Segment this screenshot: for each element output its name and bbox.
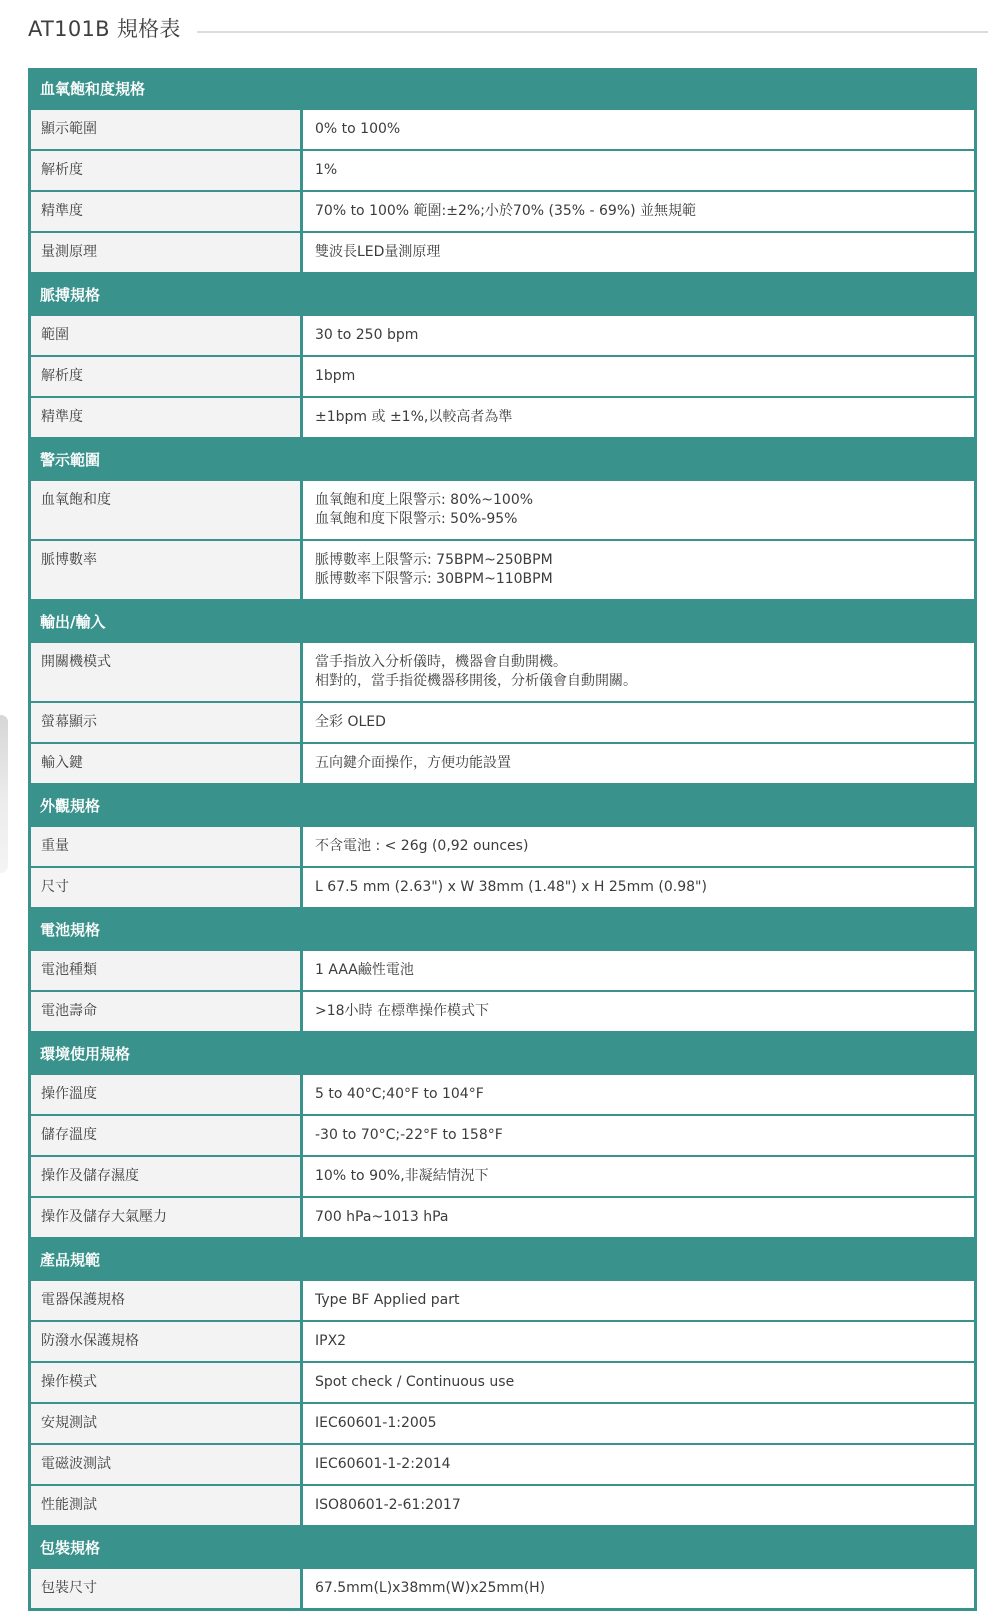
value-line: IEC60601-1:2005 xyxy=(315,1415,437,1431)
value-line: 脈博數率下限警示: 30BPM~110BPM xyxy=(315,571,553,587)
spec-label-cell: 精準度 xyxy=(31,398,303,437)
spec-label-cell: 螢幕顯示 xyxy=(31,703,303,742)
spec-row xyxy=(31,951,974,992)
spec-row xyxy=(31,1116,974,1157)
spec-value-cell xyxy=(303,110,974,149)
spec-row xyxy=(31,481,974,541)
spec-value-cell xyxy=(303,541,974,599)
section-header: 產品規範 xyxy=(30,1239,975,1281)
spec-label-cell: 範圍 xyxy=(31,316,303,355)
spec-label-cell: 脈博數率 xyxy=(31,541,303,599)
value-line: Spot check / Continuous use xyxy=(315,1374,515,1390)
spec-row xyxy=(31,398,974,439)
value-line: 血氧飽和度下限警示: 50%-95% xyxy=(315,511,518,527)
spec-label-cell: 操作溫度 xyxy=(31,1075,303,1114)
spec-value-cell xyxy=(303,1157,974,1196)
spec-label-cell: 電器保護規格 xyxy=(31,1281,303,1320)
value-line: >18小時 在標準操作模式下 xyxy=(315,1003,489,1019)
spec-value-cell xyxy=(303,1075,974,1114)
spec-value-cell xyxy=(303,1281,974,1320)
spec-row xyxy=(31,192,974,233)
value-line: 脈博數率上限警示: 75BPM~250BPM xyxy=(315,552,553,568)
value-line: 不含電池 : < 26g (0,92 ounces) xyxy=(315,838,529,854)
value-line: 當手指放入分析儀時，機器會自動開機。 xyxy=(315,654,567,670)
section-header: 警示範圍 xyxy=(30,439,975,481)
spec-label-cell: 輸入鍵 xyxy=(31,744,303,783)
value-line: 5 to 40°C;40°F to 104°F xyxy=(315,1086,484,1102)
value-line: 0% to 100% xyxy=(315,121,401,137)
spec-row xyxy=(31,1322,974,1363)
spec-row xyxy=(31,1363,974,1404)
spec-value-cell xyxy=(303,1486,974,1525)
value-line: IPX2 xyxy=(315,1333,347,1349)
spec-row xyxy=(31,1404,974,1445)
spec-row xyxy=(31,1445,974,1486)
section-header: 環境使用規格 xyxy=(30,1033,975,1075)
value-line: 雙波長LED量測原理 xyxy=(315,244,441,260)
spec-row xyxy=(31,827,974,868)
spec-value-cell xyxy=(303,744,974,783)
spec-value-cell xyxy=(303,481,974,539)
spec-label-cell: 血氧飽和度 xyxy=(31,481,303,539)
section-header: 輸出/輸入 xyxy=(30,601,975,643)
spec-value-cell xyxy=(303,951,974,990)
value-line: 10% to 90%,非凝結情況下 xyxy=(315,1168,489,1184)
spec-value-cell xyxy=(303,1569,974,1608)
section-header: 脈搏規格 xyxy=(30,274,975,316)
spec-label-cell: 解析度 xyxy=(31,357,303,396)
spec-row xyxy=(31,357,974,398)
spec-row xyxy=(31,703,974,744)
spec-label-cell: 操作及儲存大氣壓力 xyxy=(31,1198,303,1237)
spec-table xyxy=(28,68,977,1611)
value-line: L 67.5 mm (2.63") x W 38mm (1.48") x H 25mm (0.98") xyxy=(315,879,707,895)
spec-value-cell xyxy=(303,992,974,1031)
spec-label-cell: 尺寸 xyxy=(31,868,303,907)
spec-row xyxy=(31,992,974,1033)
spec-row xyxy=(31,110,974,151)
value-line: -30 to 70°C;-22°F to 158°F xyxy=(315,1127,503,1143)
spec-row xyxy=(31,643,974,703)
left-edge-widget xyxy=(0,715,8,873)
spec-label-cell: 顯示範圍 xyxy=(31,110,303,149)
spec-label-cell: 解析度 xyxy=(31,151,303,190)
spec-row xyxy=(31,1075,974,1116)
value-line: ISO80601-2-61:2017 xyxy=(315,1497,461,1513)
value-line: 1% xyxy=(315,162,338,178)
spec-value-cell xyxy=(303,1198,974,1237)
spec-value-cell xyxy=(303,868,974,907)
spec-value-cell xyxy=(303,398,974,437)
spec-label-cell: 電池種類 xyxy=(31,951,303,990)
spec-row xyxy=(31,233,974,274)
spec-row xyxy=(31,1281,974,1322)
value-line: 血氧飽和度上限警示: 80%~100% xyxy=(315,492,534,508)
spec-value-cell xyxy=(303,357,974,396)
spec-row xyxy=(31,151,974,192)
spec-value-cell xyxy=(303,827,974,866)
value-line: 相對的，當手指從機器移開後，分析儀會自動開關。 xyxy=(315,673,637,689)
section-header: 血氧飽和度規格 xyxy=(30,68,975,110)
spec-row xyxy=(31,541,974,601)
spec-row xyxy=(31,744,974,785)
spec-label-cell: 防潑水保護規格 xyxy=(31,1322,303,1361)
spec-row xyxy=(31,1569,974,1608)
value-line: IEC60601-1-2:2014 xyxy=(315,1456,451,1472)
spec-row xyxy=(31,1198,974,1239)
spec-value-cell xyxy=(303,1404,974,1443)
value-line: 30 to 250 bpm xyxy=(315,327,419,343)
value-line: ±1bpm 或 ±1%,以較高者為準 xyxy=(315,409,513,425)
spec-label-cell: 開關機模式 xyxy=(31,643,303,701)
page-title: AT101B 規格表 xyxy=(28,17,181,41)
spec-value-cell xyxy=(303,192,974,231)
spec-label-cell: 操作及儲存濕度 xyxy=(31,1157,303,1196)
spec-label-cell: 電磁波測試 xyxy=(31,1445,303,1484)
value-line: 67.5mm(L)x38mm(W)x25mm(H) xyxy=(315,1580,546,1596)
spec-value-cell xyxy=(303,151,974,190)
spec-value-cell xyxy=(303,643,974,701)
spec-label-cell: 包裝尺寸 xyxy=(31,1569,303,1608)
spec-row xyxy=(31,1157,974,1198)
spec-value-cell xyxy=(303,1363,974,1402)
spec-label-cell: 重量 xyxy=(31,827,303,866)
spec-value-cell xyxy=(303,1445,974,1484)
spec-label-cell: 精準度 xyxy=(31,192,303,231)
spec-value-cell xyxy=(303,233,974,272)
value-line: 700 hPa~1013 hPa xyxy=(315,1209,449,1225)
spec-value-cell xyxy=(303,316,974,355)
spec-label-cell: 儲存溫度 xyxy=(31,1116,303,1155)
title-row xyxy=(28,13,988,43)
spec-value-cell xyxy=(303,1322,974,1361)
value-line: 五向鍵介面操作，方便功能設置 xyxy=(315,755,511,771)
value-line: 1bpm xyxy=(315,368,356,384)
spec-label-cell: 量測原理 xyxy=(31,233,303,272)
section-header: 外觀規格 xyxy=(30,785,975,827)
spec-label-cell: 操作模式 xyxy=(31,1363,303,1402)
section-header: 電池規格 xyxy=(30,909,975,951)
value-line: 1 AAA鹼性電池 xyxy=(315,962,414,978)
spec-row xyxy=(31,868,974,909)
value-line: 70% to 100% 範圍:±2%;小於70% (35% - 69%) 並無規範 xyxy=(315,203,697,219)
spec-label-cell: 電池壽命 xyxy=(31,992,303,1031)
spec-value-cell xyxy=(303,703,974,742)
spec-row xyxy=(31,1486,974,1527)
spec-row xyxy=(31,316,974,357)
value-line: 全彩 OLED xyxy=(315,714,386,730)
spec-value-cell xyxy=(303,1116,974,1155)
spec-label-cell: 性能測試 xyxy=(31,1486,303,1525)
title-underline xyxy=(197,31,988,33)
section-header: 包裝規格 xyxy=(30,1527,975,1569)
spec-label-cell: 安規測試 xyxy=(31,1404,303,1443)
value-line: Type BF Applied part xyxy=(315,1292,460,1308)
